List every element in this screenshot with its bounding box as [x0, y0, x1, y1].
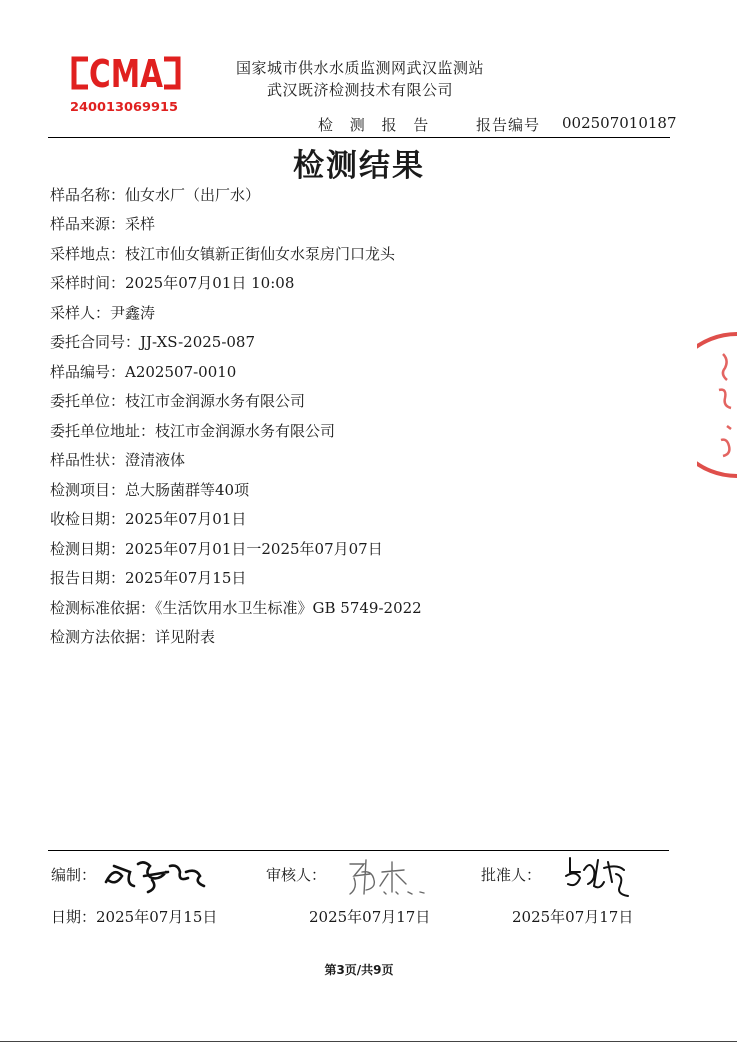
approver-label: 批准人： — [481, 866, 542, 884]
field-value: 总大肠菌群等40项 — [125, 481, 250, 499]
cma-logo-text: CMA — [89, 52, 164, 96]
field-value: 2025年07月01日一2025年07月07日 — [125, 540, 383, 558]
field-label: 检测方法依据： — [50, 628, 156, 646]
field-row-test-standard — [50, 598, 422, 618]
field-row-contract-number — [50, 332, 255, 352]
approver-date: 2025年07月17日 — [512, 908, 634, 926]
field-value: 2025年07月01日 — [125, 510, 247, 528]
field-row-sample-source — [50, 214, 155, 234]
field-row-sample-appearance — [50, 450, 185, 470]
field-value: 2025年07月15日 — [125, 569, 247, 587]
field-value: 采样 — [125, 215, 156, 233]
field-row-sampler — [50, 303, 155, 323]
field-value: 《生活饮用水卫生标准》GB 5749-2022 — [155, 599, 422, 617]
field-label: 委托单位： — [50, 392, 126, 410]
report-number-label: 报告编号 — [476, 116, 541, 134]
approver-signature — [558, 850, 638, 898]
org-name-primary: 国家城市供水水质监测网武汉监测站 — [235, 59, 484, 77]
report-type-label: 检 测 报 告 — [318, 116, 435, 134]
field-row-sampling-location — [50, 244, 395, 264]
field-label: 样品编号： — [50, 363, 126, 381]
field-label: 收检日期： — [50, 510, 126, 528]
compiler-label: 编制： — [51, 866, 97, 884]
field-row-report-date — [50, 568, 246, 588]
compiler-signature — [100, 852, 210, 896]
field-label: 采样时间： — [50, 274, 126, 292]
field-label: 检测标准依据： — [50, 599, 156, 617]
cma-cert-number: 240013069915 — [70, 99, 178, 114]
field-value: 枝江市金润源水务有限公司 — [155, 422, 336, 440]
date-label: 日期： — [51, 908, 97, 926]
field-row-client — [50, 391, 305, 411]
reviewer-label: 审核人： — [266, 866, 327, 884]
field-row-test-method — [50, 627, 215, 647]
field-value: 尹鑫涛 — [110, 304, 156, 322]
reviewer-date: 2025年07月17日 — [309, 908, 431, 926]
report-number-value: 002507010187 — [562, 114, 677, 132]
field-label: 样品来源： — [50, 215, 126, 233]
field-row-test-date — [50, 539, 383, 559]
field-label: 样品性状： — [50, 451, 126, 469]
field-label: 委托合同号： — [50, 333, 141, 351]
field-row-sample-name — [50, 185, 260, 205]
field-value: 2025年07月01日 10:08 — [125, 274, 295, 292]
red-seal-fragment — [697, 330, 737, 480]
compiler-date: 2025年07月15日 — [96, 908, 218, 926]
compiler-date-row — [51, 906, 217, 927]
field-value: A202507-0010 — [125, 363, 237, 381]
field-row-client-address — [50, 421, 335, 441]
page-title: 检测结果 — [293, 148, 425, 184]
field-row-sampling-time — [50, 273, 294, 293]
field-row-test-items — [50, 480, 249, 500]
cma-logo — [68, 45, 184, 117]
field-value: 详见附表 — [155, 628, 216, 646]
field-label: 检测项目： — [50, 481, 126, 499]
field-label: 采样人： — [50, 304, 111, 322]
field-row-receipt-date — [50, 509, 246, 529]
org-name-secondary: 武汉既济检测技术有限公司 — [266, 81, 453, 99]
field-label: 检测日期： — [50, 540, 126, 558]
field-row-sample-number — [50, 362, 236, 382]
reviewer-signature — [340, 852, 432, 898]
field-label: 样品名称： — [50, 186, 126, 204]
page-bottom-edge — [0, 1041, 737, 1042]
header-divider — [48, 137, 670, 138]
page-number: 第3页/共9页 — [324, 963, 394, 977]
field-label: 委托单位地址： — [50, 422, 156, 440]
field-value: 澄清液体 — [125, 451, 186, 469]
field-label: 报告日期： — [50, 569, 126, 587]
field-value: 仙女水厂（出厂水） — [125, 186, 261, 204]
field-label: 采样地点： — [50, 245, 126, 263]
field-value: 枝江市仙女镇新正街仙女水泵房门口龙头 — [125, 245, 396, 263]
field-value: 枝江市金润源水务有限公司 — [125, 392, 306, 410]
field-value: JJ-XS-2025-087 — [140, 333, 256, 351]
